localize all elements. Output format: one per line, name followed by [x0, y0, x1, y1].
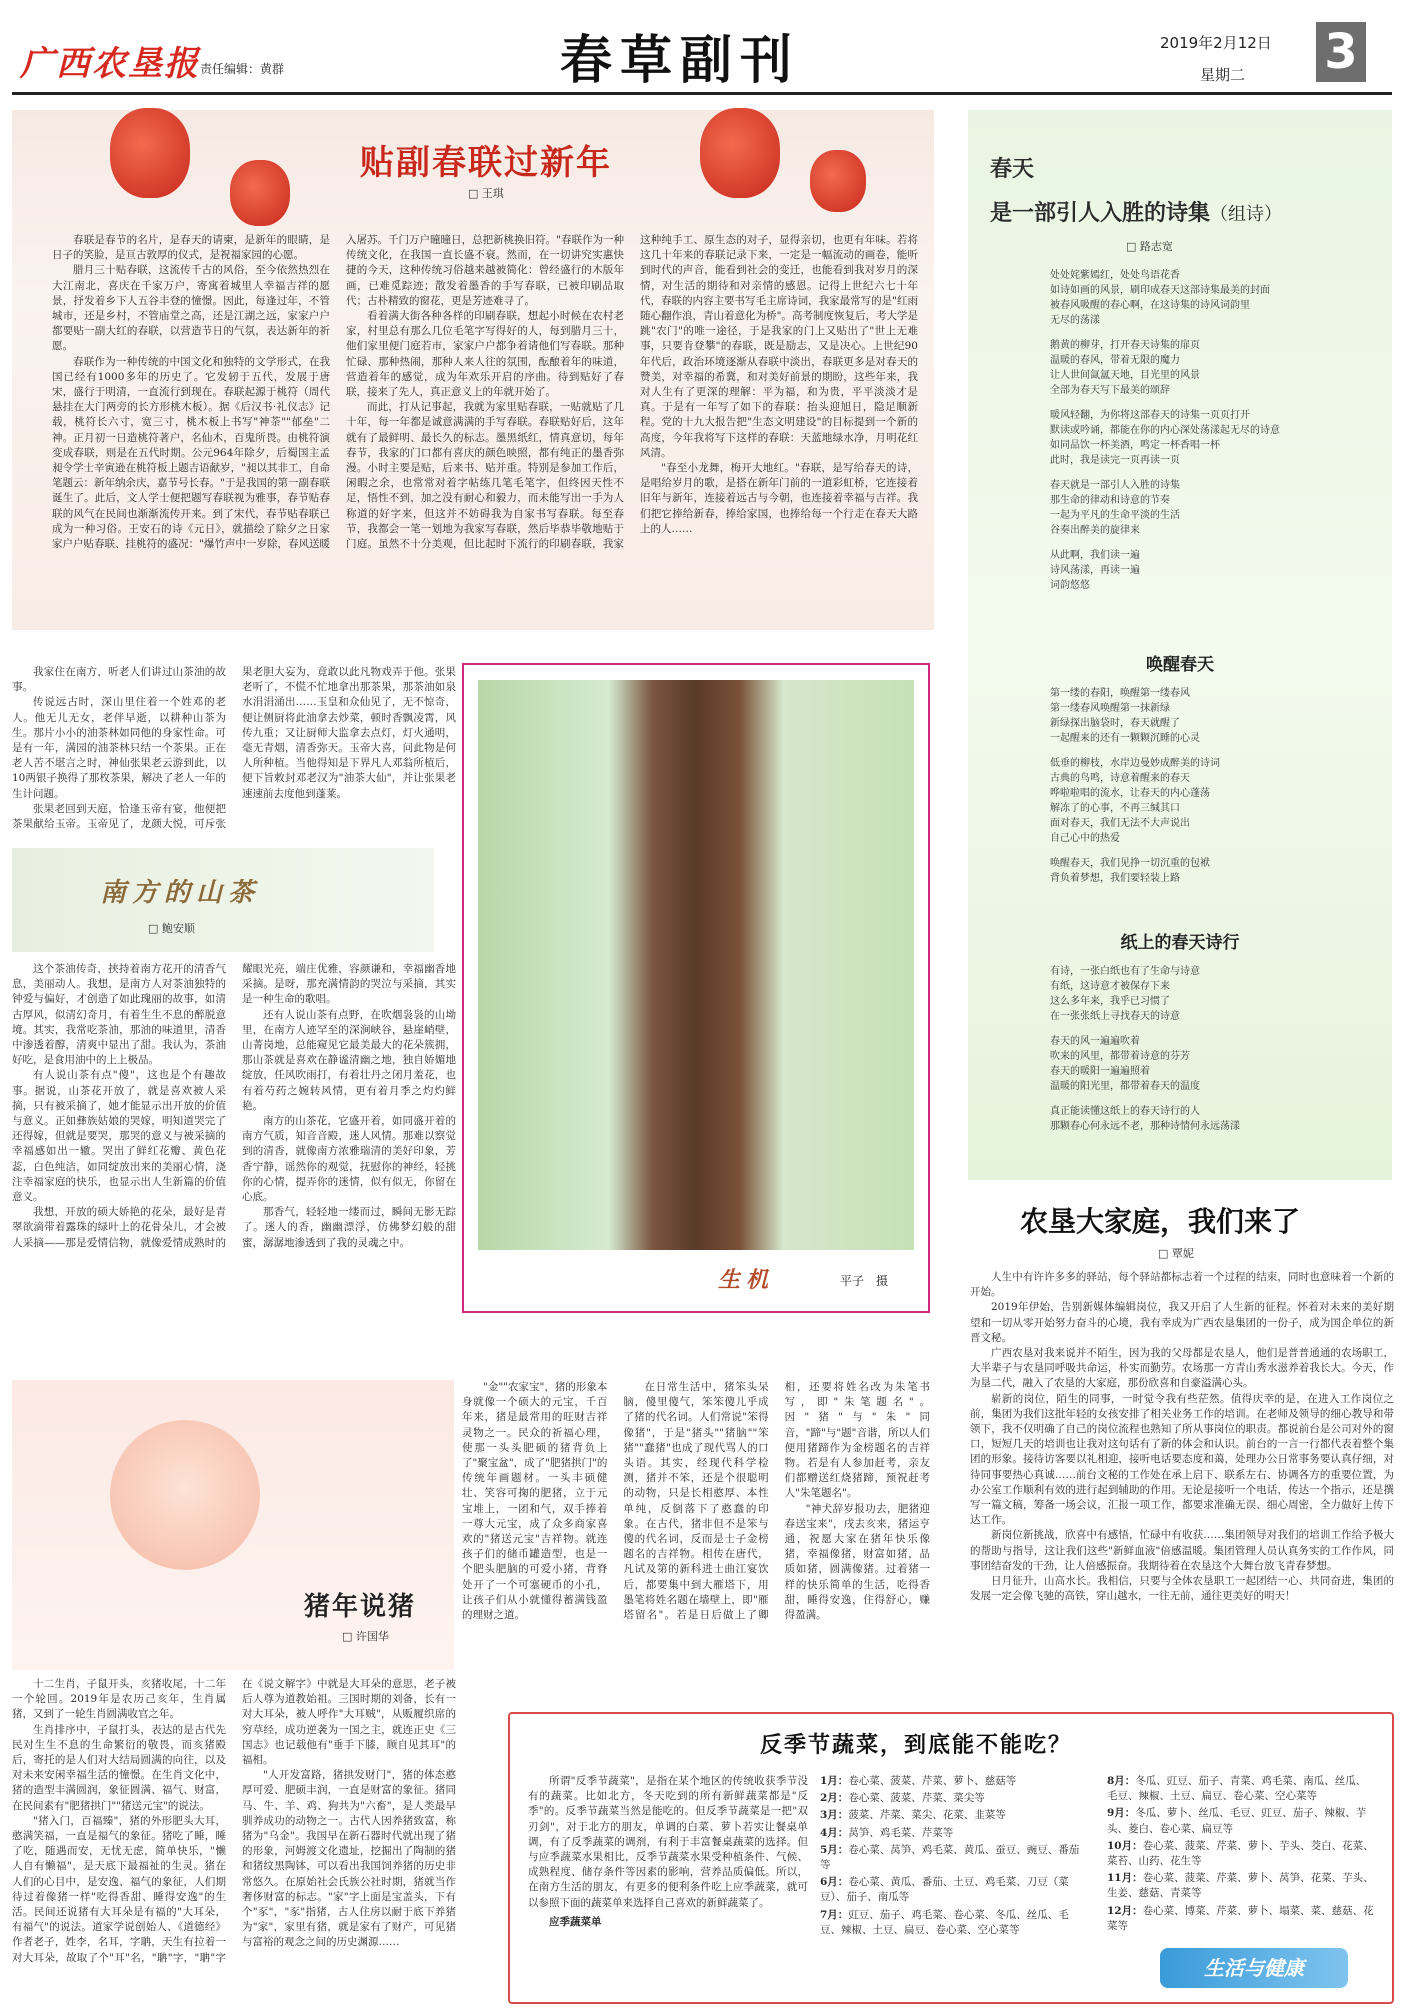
- poem-line: 被春风吸醒的春心啊，在这诗集的诗风词韵里: [1050, 300, 1250, 311]
- month-items: 卷心菜、莴笋、鸡毛菜、黄瓜、蚕豆、豌豆、番茄等: [820, 1843, 1080, 1872]
- poem-line: 新绿探出脑袋时，春天就醒了: [1050, 718, 1180, 729]
- vegetable-article-title: 反季节蔬菜，到底能不能吃？: [760, 1732, 1073, 1758]
- seasonal-list-title: 应季蔬菜单: [549, 1915, 602, 1928]
- couplet-article-title: 贴副春联过新年: [360, 143, 612, 183]
- month-vegetable-item: [820, 1774, 1089, 1789]
- paragraph: 生肖排序中，子鼠打头，表达的是古代先民对生生不息的生命繁衍的敬畏，而亥猪殿后，寄托的是人们对大结局圆满的向往，以及对未来安闲幸福生活的憧憬。在生肖文化中，猪的造型丰满圆润，象征圆满、福气、财富，在民间素有"肥猪拱门""猪送元宝"的说法。: [12, 1723, 226, 1812]
- south-tea-body-top: [12, 665, 456, 837]
- month-vegetable-item: [1107, 1806, 1376, 1836]
- poem-line: 一起为平凡的生命平淡的生活: [1050, 510, 1180, 521]
- poem-line: 第一缕的春阳，唤醒第一缕春风: [1050, 688, 1190, 699]
- poem-line: [1050, 468, 1380, 478]
- month-items: 卷心菜、菠菜、芹菜、萝卜、慈菇等: [848, 1775, 1017, 1787]
- month-vegetable-item: [820, 1808, 1089, 1823]
- editor-credit: 责任编辑：黄群: [200, 62, 285, 76]
- month-label: 10月：: [1107, 1839, 1143, 1852]
- south-tea-byline: □ 鲍安顺: [148, 922, 195, 935]
- month-label: 1月：: [820, 1775, 849, 1787]
- poem-line: 春天就是一部引人入胜的诗集: [1050, 480, 1180, 491]
- poem-line: 有纸，这诗意才被保存下来: [1050, 981, 1170, 992]
- family-article-body: [970, 1270, 1394, 1700]
- poem-line: [1050, 538, 1380, 548]
- pig-article-byline: □ 许国华: [342, 1630, 389, 1643]
- month-label: 11月：: [1107, 1872, 1143, 1885]
- issue-weekday: 星期二: [1200, 66, 1246, 84]
- poem-line: 解冻了的心事，不再三缄其口: [1050, 803, 1180, 814]
- poem-line: 这么多年来，我乎已习惯了: [1050, 996, 1170, 1007]
- month-label: 6月：: [820, 1876, 849, 1889]
- poem-line: 词韵悠悠: [1050, 580, 1090, 591]
- pig-article-body-right: [462, 1380, 930, 1700]
- paragraph: "春至小龙舞，梅开大地红。"春联，是写给春天的诗，是唱给岁月的歌，是搭在新年门前的一道彩虹桥，它连接着旧年与新年，连接着远古与今朝，也连接着幸福与吉祥。我们把它捧给新春，捧给家国，也捧给每一个行走在春天大路上的人……: [640, 462, 918, 535]
- month-vegetable-item: [1107, 1904, 1376, 1934]
- paragraph: 我想，开放的硕大娇艳的花朵，最好是青翠欲滴带着露珠的绿叶上的花骨朵儿，才会被人采摘——那是爱情信物，就像爱情成熟时的耀眼光亮，端庄优雅，容颜谦和，幸福幽香地采摘。是呀，那充满情韵的哭泣与采摘，其实是一种生命的歌唱。: [12, 963, 456, 1249]
- poem-line: [1050, 328, 1380, 338]
- month-items: 卷心菜、菠菜、芹菜、萝卜、芋头、茭白、花菜、菜苔、山药、花生等: [1107, 1839, 1374, 1868]
- poem-line: 一起醒来的还有一颗颗沉睡的心灵: [1050, 733, 1200, 744]
- newspaper-logo: 广西农垦报: [20, 44, 200, 84]
- month-vegetable-item: [820, 1875, 1089, 1905]
- poem-line: 此时，我是读完一页再读一页: [1050, 455, 1180, 466]
- paragraph: "人开发富路，猪拱发财门"，猪的体态憨厚可爱、肥硕丰润，一直是财富的象征。猪同马、牛、羊、鸡、狗共为"六畜"，是人类最早驯养成功的动物之一。古代人因养猪致富，称猪为"乌金"。我国早在新石器时代就出现了猪的形象，河姆渡文化遗址，挖掘出了陶制的猪和猪纹黑陶钵，可以看出我国饲养猪的历史非常悠久。在原始社会氏族公社时期，猪就当作奢侈财富的标志。"家"字上面是宝盖头，下有个"豕"，"豕"指猪，古人住房以耐于底下养猪为"家"，家里有猪，就是家有了财产，可见猪与富裕的观念之间的历史渊源……: [242, 1769, 456, 1949]
- month-vegetable-item: [1107, 1871, 1376, 1901]
- south-tea-body: [12, 962, 456, 1362]
- paragraph: 广西农垦对我来说并不陌生，因为我的父母都是农垦人，他们是普普通通的农场职工，大半辈子与农垦同呼吸共命运，朴实而勤劳。农场那一方青山秀水滋养着我长大。今天，作为垦二代，融入了农垦的大家庭，那份欣喜和自豪溢满心头。: [970, 1347, 1394, 1390]
- month-items: 冬瓜、豇豆、茄子、青菜、鸡毛菜、南瓜、丝瓜、毛豆、辣椒、土豆、扁豆、卷心菜、空心菜等: [1107, 1775, 1367, 1803]
- poem-line: 全部为春天写下最美的颂辞: [1050, 385, 1170, 396]
- poem-line: 自己心中的热爱: [1050, 833, 1120, 844]
- poem-line: 无尽的荡漾: [1050, 315, 1100, 326]
- poem-line: 鹅黄的柳芽，打开春天诗集的扉页: [1050, 340, 1200, 351]
- poem-line: [1050, 846, 1380, 856]
- lantern-icon: [230, 160, 290, 226]
- poem-line: 第一缕春风唤醒第一抹新绿: [1050, 703, 1170, 714]
- photo-credit: 平子 摄: [840, 1274, 889, 1288]
- poem-line: [1050, 398, 1380, 408]
- paragraph: 有人说山茶有点"傻"，这也是个有趣故事。据说，山茶花开放了，就是喜欢被人采摘，只有被采摘了，她才能显示出开放的价值与意义。正如彝族姑娘的哭嫁，明知道哭完了还得嫁，但就是要哭，那哭的意义与被采摘的幸福感如出一辙。哭出了鲜红花瓣、黄色花蕊，白色纯洁，如同绽放出来的美丽心情，浇注幸福家庭的快乐，也显示出人生新篇的价值意义。: [12, 1069, 226, 1204]
- poem-line: 默读或吟诵，都能在你的内心深处荡漾起无尽的诗意: [1050, 425, 1280, 436]
- lantern-icon: [810, 150, 866, 212]
- health-section-badge: 生活与健康: [1160, 1948, 1348, 1988]
- pig-illustration-icon: [110, 1420, 260, 1570]
- pig-article-body-left: [12, 1677, 456, 1997]
- month-vegetable-item: [1107, 1839, 1376, 1869]
- month-label: 8月：: [1107, 1775, 1136, 1787]
- month-items: 菠菜、芹菜、菜尖、花菜、韭菜等: [848, 1809, 1006, 1822]
- paragraph: "神犬辞岁报功去，肥猪迎春送宝来"，戌去亥来，猪运亨通，祝愿大家在猪年快乐像猪，幸福像猪，财富如猪，品质如猪，圆满像猪。过着猪一样的快乐简单的生活，吃得香甜，睡得安逸，住得舒心，赚得盈满。: [784, 1502, 930, 1622]
- poem-line: 谷奏出醉美的旋律来: [1050, 525, 1140, 536]
- poem-line: [1050, 746, 1380, 756]
- poem-line: 诗风荡漾，再读一遍: [1050, 565, 1140, 576]
- poem-line: 哗啦啦唱的流水，让春天的内心蓬荡: [1050, 788, 1210, 799]
- family-article-title: 农垦大家庭，我们来了: [1020, 1205, 1301, 1238]
- page-number: 3: [1316, 22, 1366, 82]
- poem-line: 如诗如画的风景，刷印成春天这部诗集最美的封面: [1050, 285, 1270, 296]
- issue-date: 2019年2月12日: [1160, 34, 1272, 52]
- poem-line: 背负着梦想，我们要轻装上路: [1050, 873, 1180, 884]
- month-items: 卷心菜、黄瓜、番茄、土豆、鸡毛菜、刀豆（菜豆）、茄子、南瓜等: [820, 1876, 1069, 1904]
- paragraph: 日月征升，山高水长。我相信，只要与全体农垦职工一起团结一心、共同奋进，集团的发展一定会像飞驰的高铁，穿山越水，一往无前，通往更美好的明天！: [970, 1575, 1394, 1603]
- month-items: 卷心菜、菠菜、芹菜、菜尖等: [848, 1792, 985, 1805]
- poem-line: [1050, 1094, 1380, 1104]
- poem-line: 那生命的律动和诗意的节奏: [1050, 495, 1170, 506]
- paragraph: 春联作为一种传统的中国文化和独特的文学形式，在我国已经有1000多年的历史了。它发轫于五代，发展于唐宋，盛行于明清，一直流行到现在。春联起源于桃符（周代悬挂在大门两旁的长方形桃木板）。据《后汉书·礼仪志》记载，桃符长六寸，宽三寸，桃木板上书写"神荼""郁垒"二神。正月初一日造桃符著户，名仙木，百鬼所畏。由桃符演变成春联，则是在五代时期。公元964年除夕，后蜀国主孟昶令学士辛寅逊在桃符板上题吉语献岁，"昶以其非工，自命笔题云：新年纳余庆，嘉节号长春。"于是我国的第一副春联诞生了。此后，文人学士便把题写春联视为雅事，春节贴春联的风气在民间也渐渐流传开来。到了宋代，春节贴春联已成为一种习俗。王安石的诗《元日》，就描绘了除夕之日家家户户贴春联、挂桃符的盛况："爆竹声中一岁除，春风送暖入屠苏。千门万户曈曈日，总把新桃换旧符。"春联作为一种传统文化，在我国一直长盛不衰。然而，在一切讲究实惠快捷的今天，这种传统习俗越来越被简化：曾经盛行的木版年画，已难觅踪迹；散发着墨香的手写春联，已被印刷品取代；古朴精致的窗花，更是芳迹难寻了。: [52, 234, 624, 551]
- poem-line: 那颗春心何永远不老，那种诗情何永远荡漾: [1050, 1121, 1240, 1132]
- poem-line: 低垂的柳枝，水岸边曼妙成醉美的诗词: [1050, 758, 1220, 769]
- poem-line: 春天的暖阳一遍遍照着: [1050, 1066, 1150, 1077]
- poem-spring-collection: [1050, 268, 1380, 593]
- spring-poems-title-main: 是一部引人入胜的诗集: [990, 200, 1211, 226]
- month-label: 9月：: [1107, 1807, 1136, 1820]
- paragraph: 新岗位新挑战，欣喜中有感悟，忙碌中有收获……集团领导对我们的培训工作给予极大的帮助与指导，这让我们这些"新鲜血液"倍感温暖。集团管理人员认真务实的工作作风，同事团结奋发的干劲，让人倍感振奋。我期待着在农垦这个大舞台放飞青春梦想。: [970, 1529, 1394, 1572]
- month-label: 4月：: [820, 1826, 849, 1839]
- paragraph: 张果老回到天庭，恰逢玉帝有宴，他便把茶果献给玉帝。玉帝见了，龙颜大悦，可斥张果老胆大妄为，竟敢以此凡物戏弄于他。张果老听了，不慌不忙地拿出那茶果，那茶油如泉水涓涓涌出……玉皇和众仙见了，无不惊奇，便让侧厨将此油拿去炒菜，顿时香飘凌霄，风传九重；又让厨师大监拿去点灯，灯火通明，毫无青烟，清香弥天。玉帝大喜，问此物是何人所种植。当他得知是下界凡人邓翁所植后，便下旨敕封邓老汉为"油茶大仙"，并让张果老速速前去度他到蓬莱。: [12, 666, 456, 831]
- poem-line: 让人世间氤氲天地，目光里的风景: [1050, 370, 1200, 381]
- month-vegetable-item: [1107, 1774, 1376, 1804]
- couplet-article-body: [52, 233, 918, 623]
- paragraph: 在日常生活中，猪笨头呆脑，傻里傻气，笨笨傻儿乎成了猪的代名词。人们常说"笨得像猪"，于是"猪头""猪脑""笨猪""蠢猪"也成了现代骂人的口头语。其实，经现代科学检测，猪并不笨，还是个很聪明的动物，只是长相憨厚、本性单纯，反倒落下了憨蠢的印象。在古代，猪非但不是笨与傻的代名词，反而是士子金榜题名的吉祥物。相传在唐代，凡试及第的新科进士曲江宴饮后，都要集中到大雁塔下，用墨笔将姓名题在墙壁上，即"雁塔留名"。若是日后做上了卿相，还要将姓名改为朱笔书写，即"朱笔题名"。因"猪"与"朱"同音，"蹄"与"题"音谐，所以人们便用猪蹄作为金榜题名的吉祥物。若是有人参加赶考，亲友们都赠送红烧猪蹄，预祝赶考人"朱笔题名"。: [623, 1381, 930, 1622]
- poem-line: 古典的鸟鸣，诗意着醒来的春天: [1050, 773, 1190, 784]
- month-items: 冬瓜、萝卜、丝瓜、毛豆、豇豆、茄子、辣椒、芋头、菱白、卷心菜、扁豆等: [1107, 1807, 1367, 1835]
- poem-line: 面对春天，我们无法不大声说出: [1050, 818, 1190, 829]
- poem-line: [1050, 1024, 1380, 1034]
- paragraph: 腊月三十贴春联，这流传千古的风俗，至今依然热烈在大江南北，喜庆在千家万户，寄寓着城里人幸福吉祥的愿景，抒发着乡下人五谷丰登的憧憬。因此，每逢过年，不管城市，还是乡村，不管庙堂之高，还是江湖之远，家家户户都要贴一副大红的春联，以营造节日的气氛，表达新年的祈愿。: [52, 264, 330, 353]
- lantern-icon: [110, 108, 190, 198]
- page-title: 春草副刊: [560, 30, 801, 91]
- month-items: 卷心菜、菠菜、芹菜、萝卜、莴笋、花菜、芋头、生姜、慈菇、青菜等: [1107, 1872, 1374, 1900]
- paragraph: 南方的山茶花，它盛开着，如同盛开着的南方气质，知音音殿，迷人风情。那难以察觉到的清香，就像南方浓雅瑞清的美好印象，芳香宁静，谣然你的观觉，抚慰你的神经，轻挑你的心情，提弄你的迷情，似有似无，你留在心底。: [242, 1115, 456, 1204]
- paragraph: 还有人说山茶有点野，在吹烟袅袅的山坳里，在南方人迹罕至的深涧峡谷，悬崖峭壁，山菁岗地，总能窥见它最美最大的花朵簇拥，那山茶就是喜欢在静谧清幽之地，独自娇媚地绽放，任风吹雨打，有着壮丹之闭月羞花，也有着芍药之婉转风情，更有着月季之灼灼鲜艳。: [242, 1008, 456, 1112]
- poem-line: 如同品饮一杯美酒，鸣定一杯香唱一杯: [1050, 440, 1220, 451]
- poem-line: 暖风轻翻，为你将这部春天的诗集一页页打开: [1050, 410, 1250, 421]
- spring-poems-title-line1: 春天: [990, 156, 1035, 182]
- month-label: 7月：: [820, 1908, 849, 1921]
- month-label: 2月：: [820, 1792, 849, 1805]
- paragraph: 那香气，轻轻地一缕而过，瞬间无影无踪了。迷人的香，幽幽漂浮，仿佛梦幻般的甜蜜，潺潺地渗透到了我的灵魂之中。: [242, 1206, 456, 1249]
- spring-poems-byline: □ 路志宽: [1126, 240, 1173, 253]
- spring-poems-title-line2: [990, 196, 1282, 227]
- paragraph: "猪入门，百福臻"，猪的外形肥头大耳，憨满笑福，一直是福气的象征。猪吃了睡，睡了吃，随遇而安，无忧无虑，简单快乐，"懒人自有懒福"，是天底下最福祉的生灵。猪在人们的心目中，是安逸、福气的象征，人们期待过着像猪一样"吃得香甜、睡得安逸"的生活。民间还说猪有大耳朵是有福的"大耳朵，有福气"的说法。道家学说创始人、《道德经》作者老子，姓李，名耳，字聃，天生有拉着一对大耳朵，故取了个"耳"名，"聃"字，"聃"字在《说文解字》中就是大耳朵的意思，老子被后人尊为道教始祖。三国时期的刘备，长有一对大耳朵，被人呼作"大耳贼"，从贩履织席的穷草经，成功逆袭为一国之主，就连正史《三国志》也记载他有"垂手下膝，顾自见其耳"的福相。: [12, 1678, 456, 1964]
- poem-line: 从此啊，我们读一遍: [1050, 550, 1140, 561]
- family-article-byline: □ 覃妮: [1158, 1247, 1194, 1260]
- lantern-icon: [700, 108, 780, 198]
- month-items: 卷心菜、博菜、芹菜、萝卜、塌菜、菜、慈菇、花菜等: [1107, 1904, 1374, 1932]
- header-rule: [12, 92, 1392, 95]
- pig-article-title: 猪年说猪: [304, 1592, 417, 1622]
- paragraph: 传说远古时，深山里住着一个姓邓的老人。他无儿无女，老伴早逝，以耕种山茶为生。那片小小的油茶林如同他的身家性命。可是有一年，满园的油茶林只结一个茶果。正在老人苦不堪言之时，神仙张果老云游到此，以10两银子换得了那枚茶果，解决了老人一年的生计问题。: [12, 696, 226, 800]
- paragraph: 十二生肖，子鼠开头，亥猪收尾，十二年一个轮回。2019年是农历己亥年，生肖属猪，又到了一轮生肖圆满收官之年。: [12, 1678, 226, 1721]
- paragraph: 所谓"反季节蔬菜"，是指在某个地区的传统收获季节没有的蔬菜。比如北方，冬天吃到的所有新鲜蔬菜都是"反季"的。反季节蔬菜当然是能吃的。但反季节蔬菜是一把"双刃剑"，对于北方的朋友，单调的白菜、萝卜若实让餐桌单调，有了反季蔬菜的调剂，有利于丰富餐桌蔬菜的选择。但与应季蔬菜水果相比，反季节蔬菜水果受种植条件、气候、成熟程度、储存条件等因素的影响，营养品质偏低。所以，在南方生活的朋友，有更多的便利条件吃上应季蔬菜，就可以参照下面的蔬菜单来选择自己喜欢的新鲜蔬菜了。: [528, 1775, 808, 1909]
- poem-awaken-spring: [1050, 686, 1380, 886]
- paragraph: 人生中有许许多多的驿站，每个驿站都标志着一个过程的结束，同时也意味着一个新的开始。: [970, 1271, 1394, 1299]
- poem-line: 有诗，一张白纸也有了生命与诗意: [1050, 966, 1200, 977]
- south-tea-title: 南方的山茶: [100, 878, 261, 908]
- poem-awaken-spring-title: 唤醒春天: [1146, 655, 1214, 675]
- month-items: 莴笋、鸡毛菜、芹菜等: [848, 1826, 954, 1839]
- poem-line: 处处姹紫嫣红，处处鸟语花香: [1050, 270, 1180, 281]
- paragraph: 这个茶油传奇，挟持着南方花开的清香气息，美丽动人。我想，是南方人对茶油独特的钟爱与偏好，才创造了如此瑰丽的故事，如清古厚风，似清幻奇月，有着生生不息的醉脱意境。其实，我常吃茶油，那油的味道里，清香中渗透着醇，清爽中显出了甜。我认为，茶油好吃，是食用油中的上上极品。: [12, 963, 226, 1067]
- seasonal-vegetable-list: [820, 1774, 1376, 1974]
- poem-line: 春天的风一遍遍吹着: [1050, 1036, 1140, 1047]
- spring-poems-title-suffix: （组诗）: [1210, 204, 1283, 225]
- paragraph: 2019年伊始，告别新媒体编辑岗位，我又开启了人生新的征程。怀着对未来的美好期望和一切从零开始努力奋斗的心境，我有幸成为广西农垦集团的一份子，成为国企单位的新晋文秘。: [970, 1301, 1394, 1344]
- poem-line: 温暖的阳光里，都带着春天的温度: [1050, 1081, 1200, 1092]
- month-vegetable-item: [820, 1826, 1089, 1841]
- paragraph: 而此，打从记事起，我就为家里贴春联，一贴就贴了几十年，每一年都是诚意满满的手写春联。春联贴好后，这年就有了最鲜明、最长久的标志。墨黑纸红，情真意切，每年春节，我家的门口都有喜庆的颜色映照，都有纯正的墨香弥漫。小时主要是贴，后来书、贴并重。特别是参加工作后，闲暇之余，也常常对着字帖练几笔毛笔字，但终因天性不足，悟性不到，加之没有耐心和毅力，而未能写出一手为人称道的好字来，但这并不妨碍我为自家书写春联。每至春节，我都会一笔一划地为我家写春联，然后毕恭毕敬地贴于门庭。虽然不十分美观，但比起时下流行的印刷春联，我家这种纯手工、原生态的对子，显得亲切，也更有年味。若将这几十年来的春联记录下来，一定是一幅流动的画卷，能听到时代的声音，能看到社会的变迁，也能看到我对岁月的深情，对生活的期待和对亲情的感恩。记得上世纪六七十年代，春联的内容主要书写毛主席诗词，我家最常写的是"红雨随心翻作浪，青山着意化为桥"。高考制度恢复后，考大学是跳"农门"的唯一途径，于是我家的门上又贴出了"世上无难事，只要肯登攀"的春联，既是励志，又是决心。上世纪90年代后，政治环境逐渐从春联中淡出，春联更多是对春天的赞美，对幸福的希冀，和对美好前景的期盼，这些年来，我对人生有了更深的理解：平为福，和为贵，平平淡淡才是真。于是有一年写了如下的春联：抬头迎旭日，隐足顺新程。党的十九大报告把"生态文明建设"的目标提到一个新的高度，今年我将写下这样的春联：天蓝地绿水净，月明花红风清。: [346, 234, 918, 551]
- month-label: 12月：: [1107, 1904, 1143, 1917]
- paragraph: 我家住在南方，听老人们讲过山茶油的故事。: [12, 666, 226, 694]
- poem-line: 温暖的春风，带着无限的魔力: [1050, 355, 1180, 366]
- couplet-article-byline: □ 王琪: [468, 187, 504, 200]
- month-vegetable-item: [820, 1843, 1089, 1873]
- paragraph: "金""农家宝"，猪的形象本身就像一个硕大的元宝，千百年来，猪是最常用的旺财吉祥灵物之一。民众的祈福心理，使那一头头肥硕的猪背负上了"聚宝盆"，成了"肥猪拱门"的传统年画题材。一头丰硕健壮、笑容可掬的肥猪，立于元宝堆上，一团和气，双手捧着一尊大元宝，成了众多商家喜欢的"猪送元宝"吉祥物。就连孩子们的储币罐造型，也是一个肥头肥脑的可爱小猪，背脊处开了一个可塞硬币的小孔，让孩子们从小就懂得蓄满钱盈的理财之道。: [462, 1381, 608, 1622]
- month-label: 5月：: [820, 1843, 849, 1856]
- poem-line: 在一张张纸上寻找春天的诗意: [1050, 1011, 1180, 1022]
- vegetable-article-intro: [528, 1774, 808, 1930]
- poem-paper-spring-title: 纸上的春天诗行: [1120, 933, 1240, 953]
- photo-caption: 生机: [718, 1267, 775, 1293]
- month-vegetable-item: [820, 1791, 1089, 1806]
- poem-line: 唤醒春天，我们见挣一切沉重的包袱: [1050, 858, 1210, 869]
- poem-line: 真正能读懂这纸上的春天诗行的人: [1050, 1106, 1200, 1117]
- month-items: 豇豆、茄子、鸡毛菜、卷心菜、冬瓜、丝瓜、毛豆、辣椒、土豆、扁豆、卷心菜、空心菜等: [820, 1908, 1069, 1936]
- paragraph: 看着满大街各种各样的印刷春联，想起小时候在农村老家，村里总有那么几位毛笔字写得好的人，每到腊月三十，他们家里便门庭若市，家家户户都争着请他们写春联。那种忙碌、那种热闹，那种人来人往的氛围，酝酿着年的味道，营造着年的感觉，成为年欢乐开启的序曲。待到贴好了春联，接来了先人，真正意义上的年就开始了。: [346, 310, 624, 399]
- paragraph: 春联是春节的名片，是春天的请柬，是新年的眼睛，是日子的笑脸，是亘古敦厚的仪式，是祝福家园的心愿。: [52, 234, 330, 262]
- tree-photo: [478, 680, 914, 1250]
- poem-paper-spring: [1050, 964, 1380, 1134]
- month-vegetable-item: [820, 1908, 1089, 1938]
- poem-line: 吹来的风里，都带着诗意的芬芳: [1050, 1051, 1190, 1062]
- paragraph: 崭新的岗位，陌生的同事，一时觉令我有些茫然。值得庆幸的是，在进入工作岗位之前，集团为我们这批年轻的女孩安排了相关业务工作的培训。在老师及领导的细心教导和带领下，我不仅明确了自己的岗位流程也熟知了所从事岗位的职责。都说前台是公司对外的窗口，短短几天的培训也让我对这句话有了新的体会和认识。前台的一言一行都代表着整个集团的形象。接待访客要以礼相迎，接听电话要态度和蔼，处理办公日常事务要认真仔细，对待同事要热心真诚……前台文秘的工作处在承上启下、联系左右、协调各方的重要位置，为办公室工作顺利有效的进行起到辅助的作用。无论是接听一个电话，传达一个指示，还是撰写一篇文稿，筹备一场会议，汇报一项工作，都要求准确无误、细心周密，全力做好上传下达工作。: [970, 1392, 1394, 1527]
- month-label: 3月：: [820, 1809, 849, 1822]
